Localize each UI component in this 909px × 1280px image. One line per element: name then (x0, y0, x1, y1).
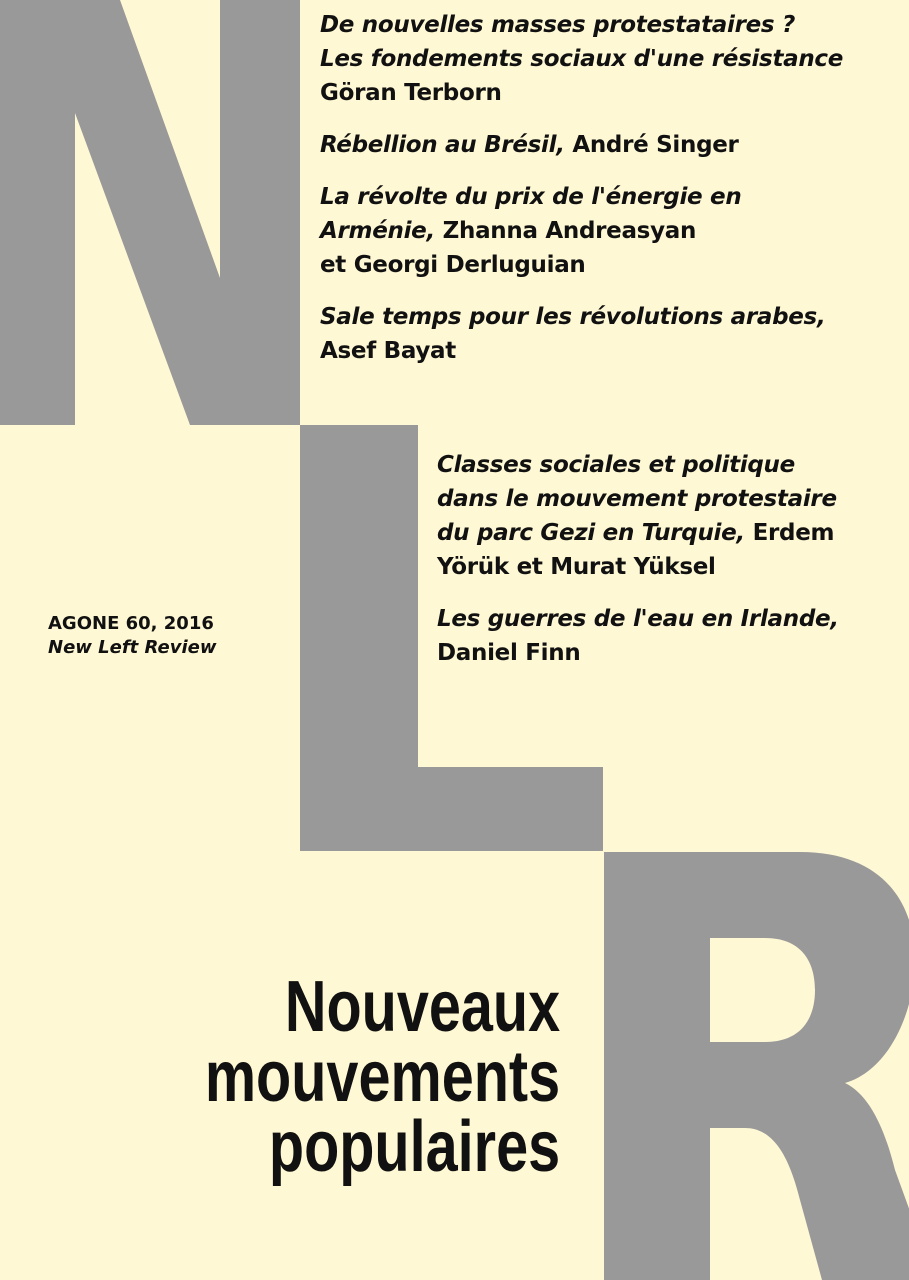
article-title: La révolte du prix de l'énergie en (320, 184, 742, 210)
article-title: Classes sociales et politique (437, 452, 795, 478)
cover-title (116, 967, 560, 1187)
title-line: populaires (268, 1107, 560, 1187)
article-author: Erdem (752, 520, 835, 546)
article (437, 448, 839, 584)
article-title: Arménie, (320, 218, 435, 244)
article (320, 180, 843, 282)
article-author: Göran Terborn (320, 80, 502, 106)
article (320, 8, 843, 110)
articles-bottom (437, 448, 839, 688)
title-line: Nouveaux (284, 967, 560, 1047)
article-author: Yörük et Murat Yüksel (437, 554, 716, 580)
issue-info (48, 612, 216, 660)
letter-n (0, 0, 300, 425)
article-author: Asef Bayat (320, 338, 456, 364)
letter-r (604, 852, 909, 1280)
article-author: Zhanna Andreasyan (442, 218, 697, 244)
article-title: Les guerres de l'eau en Irlande, (437, 606, 839, 632)
title-line: mouvements (204, 1037, 560, 1117)
article-author: et Georgi Derluguian (320, 252, 586, 278)
article (437, 602, 839, 670)
article-title: Sale temps pour les révolutions arabes, (320, 304, 826, 330)
article-title: du parc Gezi en Turquie, (437, 520, 745, 546)
article-title: Les fondements sociaux d'une résistance (320, 46, 844, 72)
article (320, 300, 843, 368)
article-author: André Singer (572, 132, 739, 158)
article-title: Rébellion au Brésil, (320, 132, 565, 158)
article-title: De nouvelles masses protestataires ? (320, 12, 796, 38)
article (320, 128, 843, 162)
article-title: dans le mouvement protestaire (437, 486, 837, 512)
articles-top (320, 8, 843, 386)
issue-source: New Left Review (48, 637, 217, 658)
issue-number: AGONE 60, 2016 (48, 613, 214, 634)
article-author: Daniel Finn (437, 640, 581, 666)
